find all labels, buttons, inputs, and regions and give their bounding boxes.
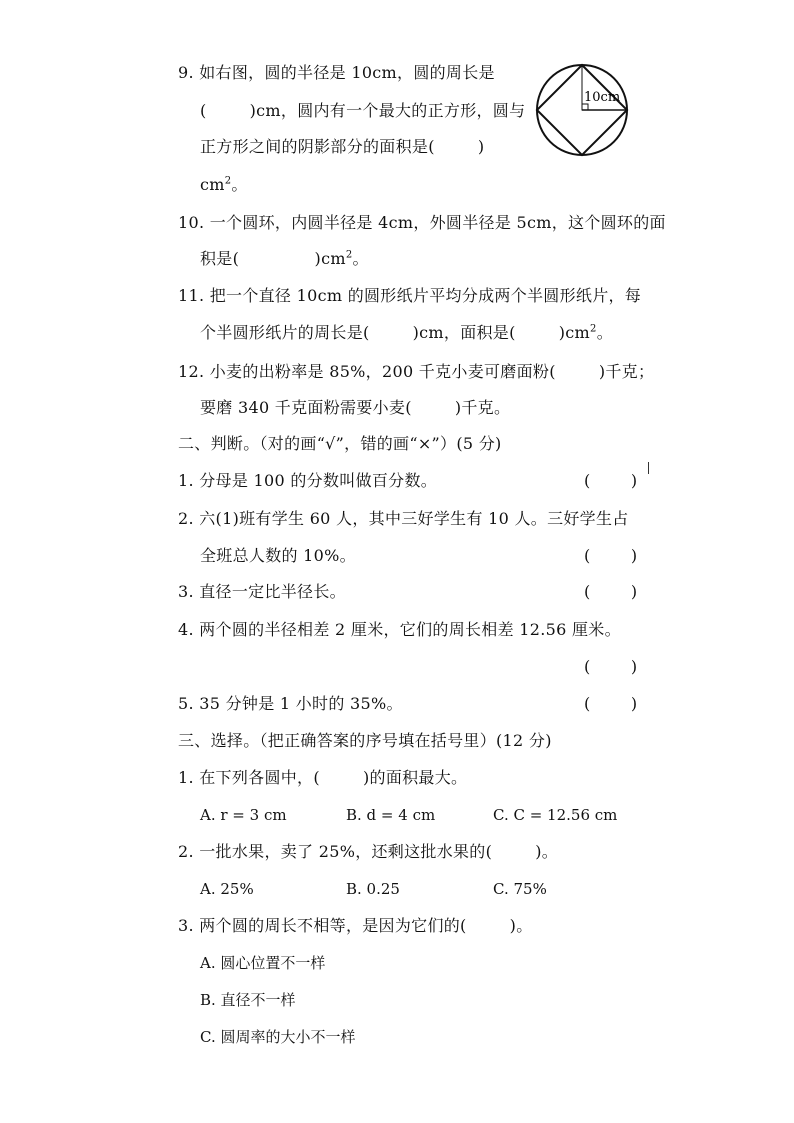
choice-q1-option-b[interactable]: B. d = 4 cm [346,806,436,824]
margin-mark [648,462,649,474]
judge-item-1: 1. 分母是 100 的分数叫做百分数。 [178,471,438,490]
judge-answer-5[interactable]: ( ) [584,694,638,713]
judge-answer-2[interactable]: ( ) [584,546,638,565]
choice-q3-option-a[interactable]: A. 圆心位置不一样 [200,954,326,972]
radius-label: 10cm [584,90,621,105]
judge-item-3: 3. 直径一定比半径长。 [178,582,346,601]
q9-line4 [200,174,248,196]
choice-q3-option-b[interactable]: B. 直径不一样 [200,991,296,1009]
q11-text: 个半圆形纸片的周长是( )cm，面积是( )cm [200,323,591,342]
judge-answer-3[interactable]: ( ) [584,582,638,601]
q9-line2: ( )cm，圆内有一个最大的正方形，圆与 [200,101,526,120]
q11-end: 。 [596,323,613,342]
choice-q2-option-c[interactable]: C. 75% [493,880,547,898]
judge-answer-4[interactable]: ( ) [584,657,638,676]
q10-line2 [200,248,369,270]
judge-item-2-cont: 全班总人数的 10%。 [200,546,356,565]
judge-item-5: 5. 35 分钟是 1 小时的 35%。 [178,694,403,713]
choice-q3-option-c[interactable]: C. 圆周率的大小不一样 [200,1028,356,1046]
q9-line3: 正方形之间的阴影部分的面积是( ) [200,137,485,156]
q11-sup: 2 [590,323,597,335]
circle-square-figure [534,62,630,158]
q12-line1: 12. 小麦的出粉率是 85%，200 千克小麦可磨面粉( )千克； [178,362,655,381]
choice-q2-option-a[interactable]: A. 25% [200,880,254,898]
choice-q1-option-c[interactable]: C. C = 12.56 cm [493,806,618,824]
q10-text: 积是( )cm [200,249,346,268]
q10-end: 。 [352,249,369,268]
q9-line1: 9. 如右图，圆的半径是 10cm，圆的周长是 [178,63,495,82]
q11-line2 [200,322,613,344]
q11-line1: 11. 把一个直径 10cm 的圆形纸片平均分成两个半圆形纸片，每 [178,286,642,305]
q9-unit: cm [200,175,225,194]
q9-sup: 2 [224,175,232,187]
q9-end: 。 [231,175,248,194]
section2-heading: 二、判断。（对的画“√”，错的画“×”）(5 分) [178,434,502,453]
q10-sup: 2 [345,249,353,261]
q10-line1: 10. 一个圆环，内圆半径是 4cm，外圆半径是 5cm，这个圆环的面 [178,213,666,232]
judge-answer-1[interactable]: ( ) [584,471,638,490]
section3-heading: 三、选择。（把正确答案的序号填在括号里）(12 分) [178,731,552,750]
judge-item-2: 2. 六(1)班有学生 60 人，其中三好学生有 10 人。三好学生占 [178,509,629,528]
choice-q2-option-b[interactable]: B. 0.25 [346,880,400,898]
choice-q1-stem: 1. 在下列各圆中，( )的面积最大。 [178,768,468,787]
choice-q2-stem: 2. 一批水果，卖了 25%，还剩这批水果的( )。 [178,842,559,861]
choice-q3-stem: 3. 两个圆的周长不相等，是因为它们的( )。 [178,916,533,935]
judge-item-4: 4. 两个圆的半径相差 2 厘米，它们的周长相差 12.56 厘米。 [178,620,621,639]
q12-line2: 要磨 340 千克面粉需要小麦( )千克。 [200,398,511,417]
choice-q1-option-a[interactable]: A. r = 3 cm [200,806,287,824]
